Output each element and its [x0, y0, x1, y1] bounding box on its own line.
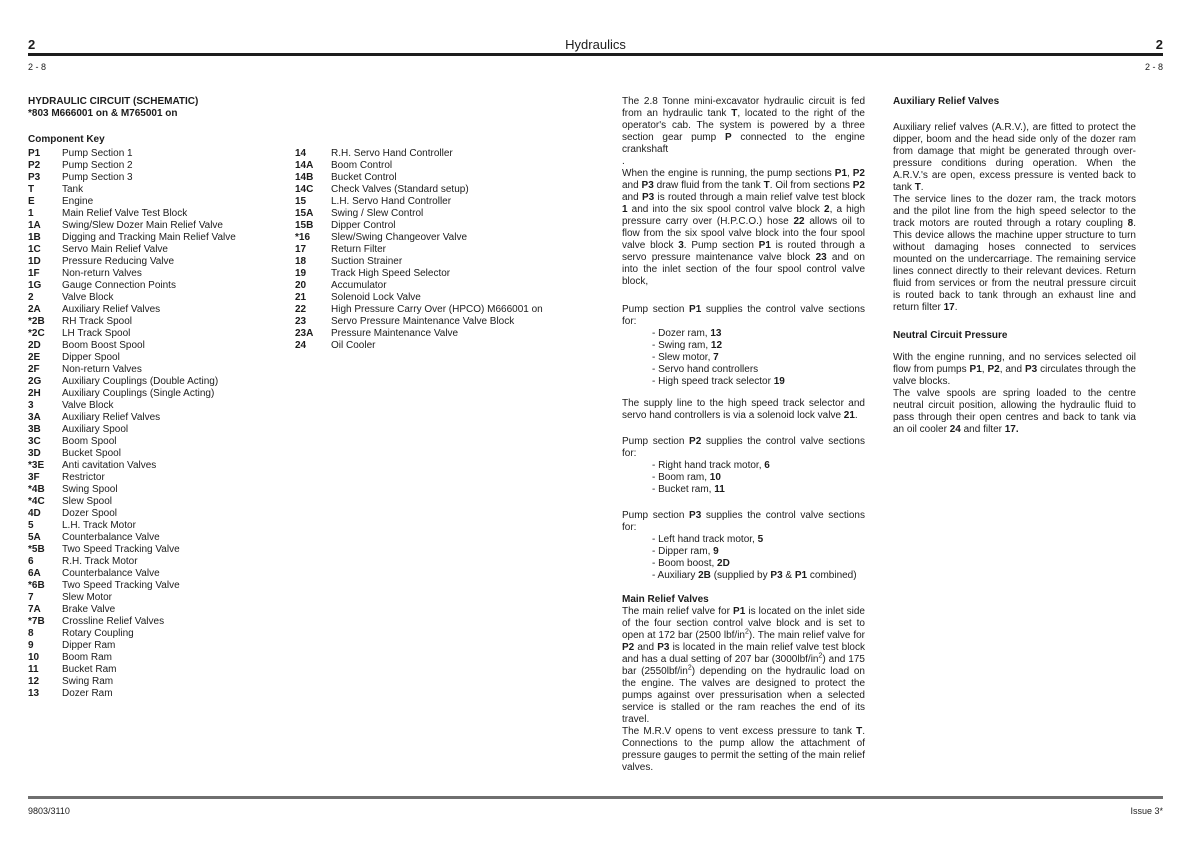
key-code: P2: [28, 160, 41, 171]
key-label: RH Track Spool: [62, 316, 133, 327]
key-code: 3C: [28, 436, 41, 447]
key-code: 14C: [295, 184, 314, 195]
key-code: 2E: [28, 352, 41, 363]
key-label: Auxiliary Relief Valves: [62, 304, 161, 315]
key-row: [28, 208, 293, 220]
key-label: Auxiliary Spool: [62, 424, 129, 435]
body-column-middle: [622, 96, 865, 774]
key-row: [28, 424, 293, 436]
footer-rule: [28, 796, 1163, 799]
key-row: [28, 520, 293, 532]
key-label: Tank: [62, 184, 84, 195]
key-code: 24: [295, 340, 307, 351]
key-code: 1F: [28, 268, 40, 279]
key-label: Counterbalance Valve: [62, 568, 160, 579]
key-row: [295, 292, 613, 304]
key-row: [28, 328, 293, 340]
key-code: 13: [28, 688, 40, 699]
key-code: 14: [295, 148, 307, 159]
paragraph: Pump section P3 supplies the control valve sections for:: [622, 510, 865, 533]
key-label: Track High Speed Selector: [331, 268, 451, 279]
key-row: [28, 688, 293, 700]
document-title-line2: *803 M666001 on & M765001 on: [28, 108, 178, 119]
key-row: [28, 340, 293, 352]
key-row: [28, 496, 293, 508]
subpage-number-right: 2 - 8: [1144, 62, 1163, 72]
key-row: [28, 316, 293, 328]
paragraph: Pump section P1 supplies the control valve sections for:: [622, 304, 865, 327]
key-label: Swing/Slew Dozer Main Relief Valve: [62, 220, 223, 231]
key-row: [295, 208, 613, 220]
key-row: [28, 580, 293, 592]
key-row: [295, 172, 613, 184]
header-rule: [28, 53, 1163, 56]
key-label: Anti cavitation Valves: [62, 460, 157, 471]
key-label: Slew Motor: [62, 592, 113, 603]
paragraph: The main relief valve for P1 is located on the inlet side of the four section control valve block and is set to open at 172 bar (2500 lbf/$in^2$). The main relief valve for P2 and P3 is located in the main relief valve test block and has a dual setting of 207 bar $(3000lbf/in^2)$ and 175 bar $(2550lbf/in^2)$ depending on the hydraulic load on the engine. The valves are designed to protect the pumps against over pressurisation when a selected service is stalled or the ram reaches the end of its travel.: [622, 606, 865, 725]
footer-publication-number: 9803/3110: [28, 806, 70, 816]
key-label: L.H. Track Motor: [62, 520, 136, 531]
key-row: [295, 280, 613, 292]
key-label: R.H. Servo Hand Controller: [331, 148, 453, 159]
list-item: - Auxiliary 2B (supplied by P3 & P1 combined): [652, 570, 857, 581]
key-row: [295, 328, 613, 340]
key-code: 19: [295, 268, 307, 279]
key-row: [28, 364, 293, 376]
key-row: [28, 400, 293, 412]
dash-list: [622, 460, 865, 496]
key-code: 2: [28, 292, 34, 303]
footer-issue: Issue 3*: [1130, 806, 1163, 816]
paragraph: With the engine running, and no services selected oil flow from pumps P1, P2, and P3 circulates through the valve blocks.: [893, 352, 1136, 387]
key-label: Swing / Slew Control: [331, 208, 424, 219]
key-row: [28, 244, 293, 256]
dash-list: [622, 534, 865, 582]
key-code: 1C: [28, 244, 41, 255]
paragraph: The supply line to the high speed track selector and servo hand controllers is via a solenoid lock valve 21.: [622, 398, 865, 421]
key-row: [28, 352, 293, 364]
header-page-number-right: 2: [1155, 37, 1163, 52]
key-code: *3E: [28, 460, 45, 471]
paragraph: The M.R.V opens to vent excess pressure to tank T. Connections to the pump allow the attachment of pressure gauges to permit the setting of the main relief valves.: [622, 726, 865, 773]
paragraph: .: [622, 156, 625, 167]
key-label: Restrictor: [62, 472, 105, 483]
key-label: Servo Main Relief Valve: [62, 244, 168, 255]
list-item: - Right hand track motor, 6: [652, 460, 770, 471]
key-code: *7B: [28, 616, 45, 627]
key-label: Two Speed Tracking Valve: [62, 544, 180, 555]
section-heading: Main Relief Valves: [622, 594, 709, 605]
key-row: [295, 232, 613, 244]
paragraph: Auxiliary relief valves (A.R.V.), are fitted to protect the dipper, boom and the head side only of the dozer ram from damage that might be generated through over-pressure conditions during operation. When the A.R.V.'s are open, excess pressure is vented back to tank T.: [893, 122, 1136, 193]
section-heading: Auxiliary Relief Valves: [893, 96, 1000, 107]
key-code: 15: [295, 196, 307, 207]
key-label: Dipper Spool: [62, 352, 120, 363]
key-row: [28, 628, 293, 640]
key-row: [295, 148, 613, 160]
list-item: - High speed track selector 19: [652, 376, 785, 387]
key-row: [28, 484, 293, 496]
list-item: - Slew motor, 7: [652, 352, 719, 363]
key-code: 15B: [295, 220, 314, 231]
key-label: Slew/Swing Changeover Valve: [331, 232, 468, 243]
key-row: [295, 244, 613, 256]
key-code: 12: [28, 676, 40, 687]
key-label: Pump Section 2: [62, 160, 133, 171]
key-code: 20: [295, 280, 307, 291]
key-code: *5B: [28, 544, 45, 555]
paragraph: The service lines to the dozer ram, the track motors and the pilot line from the high speed selector to the track motors are routed through a rotary coupling 8. This device allows the machine upper structure to turn without damaging hoses connected to services mounted on the undercarriage. The remaining service lines connect directly to their relevant devices. Return fluid from services or from the neutral pressure circuit is routed back to tank through an exhaust line and return filter 17.: [893, 194, 1136, 313]
key-label: Dozer Ram: [62, 688, 113, 699]
key-label: Digging and Tracking Main Relief Valve: [62, 232, 236, 243]
key-row: [28, 376, 293, 388]
key-label: High Pressure Carry Over (HPCO) M666001 on: [331, 304, 543, 315]
key-label: Rotary Coupling: [62, 628, 134, 639]
list-item: - Boom boost, 2D: [652, 558, 730, 569]
key-code: T: [28, 184, 35, 195]
key-code: 8: [28, 628, 34, 639]
key-row: [28, 412, 293, 424]
key-code: 3A: [28, 412, 41, 423]
key-row: [28, 448, 293, 460]
key-row: [28, 184, 293, 196]
key-code: 1A: [28, 220, 41, 231]
key-code: 1G: [28, 280, 42, 291]
key-label: Oil Cooler: [331, 340, 376, 351]
list-item: - Servo hand controllers: [652, 364, 759, 375]
key-label: Engine: [62, 196, 94, 207]
key-code: *4B: [28, 484, 45, 495]
list-item: - Swing ram, 12: [652, 340, 723, 351]
key-row: [28, 172, 293, 184]
section-heading: Neutral Circuit Pressure: [893, 330, 1008, 341]
key-row: [295, 316, 613, 328]
key-list-1: [28, 148, 293, 700]
key-row: [295, 340, 613, 352]
key-code: 2G: [28, 376, 42, 387]
key-label: Crossline Relief Valves: [62, 616, 165, 627]
key-label: Counterbalance Valve: [62, 532, 160, 543]
key-label: Solenoid Lock Valve: [331, 292, 421, 303]
key-row: [28, 292, 293, 304]
key-label: Suction Strainer: [331, 256, 403, 267]
key-label: Return Filter: [331, 244, 387, 255]
key-row: [28, 616, 293, 628]
component-key-heading: Component Key: [28, 134, 105, 145]
key-label: Slew Spool: [62, 496, 113, 507]
key-code: 7A: [28, 604, 41, 615]
key-row: [28, 676, 293, 688]
key-label: Dipper Control: [331, 220, 396, 231]
paragraph: The 2.8 Tonne mini-excavator hydraulic circuit is fed from an hydraulic tank T, located to the right of the operator's cab. The system is powered by a three section gear pump P connected to the engine crankshaft: [622, 96, 865, 155]
key-row: [28, 280, 293, 292]
key-label: Brake Valve: [62, 604, 116, 615]
key-code: 5: [28, 520, 34, 531]
key-label: Gauge Connection Points: [62, 280, 176, 291]
key-label: Non-return Valves: [62, 268, 142, 279]
key-label: R.H. Track Motor: [62, 556, 138, 567]
key-row: [295, 160, 613, 172]
key-label: Check Valves (Standard setup): [331, 184, 469, 195]
key-code: 14A: [295, 160, 314, 171]
key-row: [28, 640, 293, 652]
key-row: [28, 532, 293, 544]
key-code: 2F: [28, 364, 40, 375]
key-code: 6: [28, 556, 34, 567]
key-code: 3B: [28, 424, 41, 435]
key-label: Boom Boost Spool: [62, 340, 145, 351]
key-row: [28, 544, 293, 556]
key-label: Bucket Ram: [62, 664, 117, 675]
key-row: [28, 652, 293, 664]
key-row: [28, 436, 293, 448]
key-row: [295, 184, 613, 196]
key-code: *2C: [28, 328, 45, 339]
key-row: [28, 232, 293, 244]
key-code: P3: [28, 172, 41, 183]
key-label: Bucket Spool: [62, 448, 121, 459]
key-row: [28, 472, 293, 484]
key-code: 17: [295, 244, 307, 255]
key-code: *2B: [28, 316, 45, 327]
key-row: [28, 388, 293, 400]
key-code: 2H: [28, 388, 41, 399]
key-row: [28, 148, 293, 160]
key-code: *4C: [28, 496, 45, 507]
paragraph: When the engine is running, the pump sections P1, P2 and P3 draw fluid from the tank T. Oil from sections P2 and P3 is routed through a main relief valve test block 1 and into the six spool control valve block 2, a high pressure carry over (H.P.C.O.) hose 22 allows oil to flow from the six spool valve block into the four spool valve block 3. Pump section P1 is routed through a servo pressure maintenance valve block 23 and on into the inlet section of the four spool control valve block,: [622, 168, 866, 287]
document-title-line1: HYDRAULIC CIRCUIT (SCHEMATIC): [28, 96, 199, 107]
key-row: [295, 196, 613, 208]
key-code: *6B: [28, 580, 45, 591]
key-row: [295, 268, 613, 280]
paragraph: The valve spools are spring loaded to the centre neutral circuit position, allowing the hydraulic fluid to pass through their open centres and back to tank via an oil cooler 24 and filter 17.: [893, 388, 1136, 435]
key-list-2: [295, 148, 613, 352]
key-label: LH Track Spool: [62, 328, 131, 339]
body-column-right: [893, 96, 1136, 436]
list-item: - Left hand track motor, 5: [652, 534, 764, 545]
key-code: 4D: [28, 508, 41, 519]
key-code: 2A: [28, 304, 41, 315]
key-row: [28, 604, 293, 616]
key-code: 5A: [28, 532, 41, 543]
key-label: Non-return Valves: [62, 364, 142, 375]
page-title: Hydraulics: [565, 37, 626, 52]
key-label: Boom Ram: [62, 652, 113, 663]
key-label: Accumulator: [331, 280, 387, 291]
key-code: *16: [295, 232, 311, 243]
key-label: Dipper Ram: [62, 640, 116, 651]
key-row: [28, 268, 293, 280]
key-label: Auxiliary Relief Valves: [62, 412, 161, 423]
key-code: 22: [295, 304, 307, 315]
list-item: - Bucket ram, 11: [652, 484, 725, 495]
key-code: 1: [28, 208, 34, 219]
key-row: [28, 220, 293, 232]
key-code: E: [28, 196, 35, 207]
key-row: [295, 256, 613, 268]
key-row: [28, 568, 293, 580]
paragraph: Pump section P2 supplies the control valve sections for:: [622, 436, 865, 459]
key-label: Pump Section 3: [62, 172, 133, 183]
key-row: [28, 664, 293, 676]
key-label: Valve Block: [62, 400, 114, 411]
key-code: 23: [295, 316, 307, 327]
key-row: [295, 220, 613, 232]
key-row: [28, 508, 293, 520]
subpage-number-left: 2 - 8: [28, 62, 47, 72]
key-label: Boom Control: [331, 160, 393, 171]
key-label: L.H. Servo Hand Controller: [331, 196, 452, 207]
key-code: 23A: [295, 328, 314, 339]
key-code: 18: [295, 256, 307, 267]
key-row: [295, 304, 613, 316]
key-row: [28, 592, 293, 604]
key-row: [28, 556, 293, 568]
key-code: 11: [28, 664, 39, 675]
key-code: P1: [28, 148, 41, 159]
key-code: 15A: [295, 208, 314, 219]
key-row: [28, 460, 293, 472]
key-code: 10: [28, 652, 40, 663]
key-label: Boom Spool: [62, 436, 117, 447]
component-key-column: [28, 96, 613, 699]
key-label: Two Speed Tracking Valve: [62, 580, 180, 591]
key-label: Pressure Maintenance Valve: [331, 328, 459, 339]
key-label: Auxiliary Couplings (Single Acting): [62, 388, 215, 399]
key-label: Pressure Reducing Valve: [62, 256, 175, 267]
key-code: 14B: [295, 172, 314, 183]
key-code: 3F: [28, 472, 40, 483]
key-label: Pump Section 1: [62, 148, 133, 159]
list-item: - Dozer ram, 13: [652, 328, 722, 339]
key-label: Swing Ram: [62, 676, 114, 687]
key-label: Servo Pressure Maintenance Valve Block: [331, 316, 515, 327]
key-row: [28, 256, 293, 268]
key-row: [28, 196, 293, 208]
key-code: 21: [295, 292, 307, 303]
key-label: Valve Block: [62, 292, 114, 303]
key-label: Dozer Spool: [62, 508, 118, 519]
key-row: [28, 160, 293, 172]
key-code: 3D: [28, 448, 41, 459]
key-label: Main Relief Valve Test Block: [62, 208, 188, 219]
key-label: Auxiliary Couplings (Double Acting): [62, 376, 219, 387]
list-item: - Boom ram, 10: [652, 472, 721, 483]
key-code: 6A: [28, 568, 41, 579]
key-code: 7: [28, 592, 34, 603]
key-label: Bucket Control: [331, 172, 397, 183]
key-label: Swing Spool: [62, 484, 118, 495]
key-code: 1D: [28, 256, 41, 267]
dash-list: [622, 328, 865, 388]
header-page-number-left: 2: [28, 37, 36, 52]
list-item: - Dipper ram, 9: [652, 546, 719, 557]
key-code: 1B: [28, 232, 41, 243]
key-code: 9: [28, 640, 34, 651]
key-code: 3: [28, 400, 34, 411]
key-row: [28, 304, 293, 316]
key-code: 2D: [28, 340, 41, 351]
